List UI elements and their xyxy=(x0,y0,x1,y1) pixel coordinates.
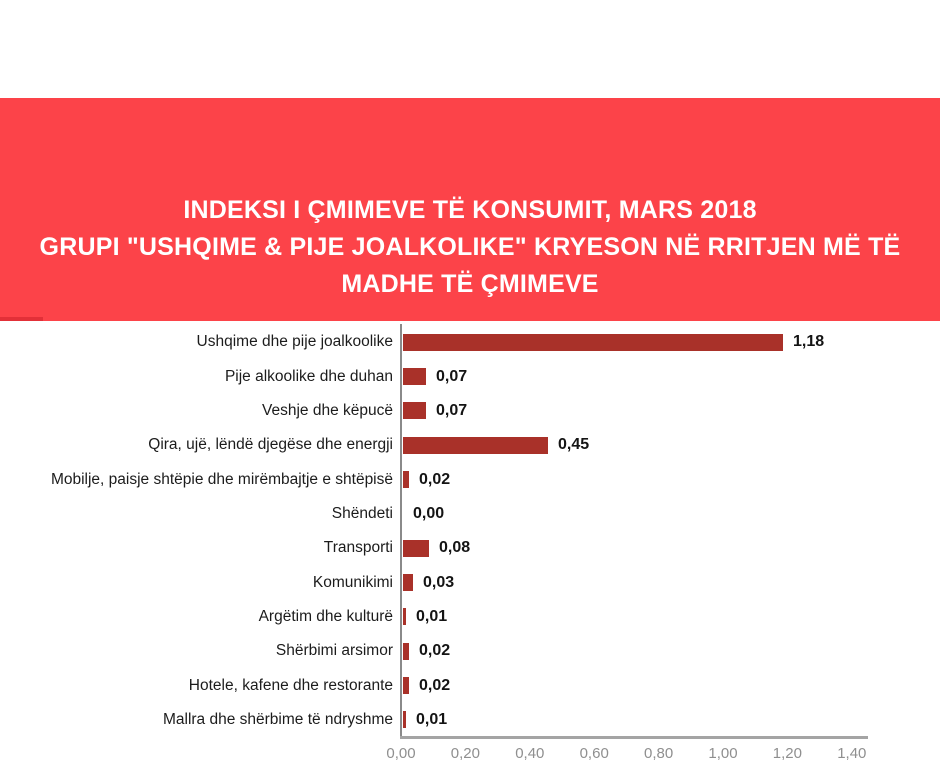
x-tick-label: 0,20 xyxy=(450,745,480,762)
bar xyxy=(403,540,429,557)
row-plot-area xyxy=(393,565,940,599)
value-label: 0,02 xyxy=(419,676,451,694)
x-tick-label: 1,20 xyxy=(772,745,802,762)
chart-row xyxy=(0,703,940,737)
chart-row xyxy=(0,531,940,565)
x-tick-label: 0,80 xyxy=(643,745,674,762)
title-banner xyxy=(0,98,940,321)
value-label: 0,08 xyxy=(439,539,471,557)
row-plot-area xyxy=(393,600,940,634)
chart-row xyxy=(0,668,940,702)
value-label: 0,45 xyxy=(558,436,590,454)
bar xyxy=(403,402,426,419)
bar xyxy=(403,677,409,694)
value-label: 0,01 xyxy=(416,607,448,625)
value-label: 0,07 xyxy=(436,367,468,385)
row-plot-area xyxy=(393,497,940,531)
row-plot-area xyxy=(393,462,940,496)
row-plot-area xyxy=(393,325,940,359)
category-label: Mobilje, paisje shtëpie dhe mirëmbajtje e shtëpisë xyxy=(50,470,393,488)
chart-row xyxy=(0,359,940,393)
bar xyxy=(403,711,406,728)
row-plot-area xyxy=(393,634,940,668)
category-label: Mallra dhe shërbime të ndryshme xyxy=(162,710,393,728)
row-plot-area xyxy=(393,668,940,702)
row-plot-area xyxy=(393,359,940,393)
bar xyxy=(403,437,548,454)
bar xyxy=(403,574,413,591)
value-label: 0,02 xyxy=(419,470,451,488)
category-label: Shëndeti xyxy=(331,504,393,522)
value-label: 0,07 xyxy=(436,401,468,419)
category-label: Ushqime dhe pije joalkoolike xyxy=(196,333,393,351)
chart-row xyxy=(0,428,940,462)
category-label: Argëtim dhe kulturë xyxy=(258,607,393,625)
x-axis-line xyxy=(400,736,868,739)
title-line-3: MADHE TË ÇMIMEVE xyxy=(341,270,599,298)
row-plot-area xyxy=(393,394,940,428)
value-label: 0,03 xyxy=(423,573,455,591)
category-label: Transporti xyxy=(323,539,393,557)
category-label: Qira, ujë, lëndë djegëse dhe energji xyxy=(148,436,393,454)
bar xyxy=(403,334,783,351)
row-plot-area xyxy=(393,428,940,462)
bar xyxy=(403,608,406,625)
category-label: Shërbimi arsimor xyxy=(275,642,393,660)
chart-row xyxy=(0,497,940,531)
chart-row xyxy=(0,634,940,668)
bar-chart xyxy=(0,321,940,762)
bar xyxy=(403,643,409,660)
chart-rows xyxy=(0,325,940,737)
x-tick-label: 0,60 xyxy=(579,745,609,762)
bar xyxy=(403,368,426,385)
bar xyxy=(403,471,409,488)
x-tick-label: 0,00 xyxy=(386,745,416,762)
category-label: Pije alkoolike dhe duhan xyxy=(224,367,393,385)
title-line-2: GRUPI "USHQIME & PIJE JOALKOLIKE" KRYESON NË RRITJEN MË TË xyxy=(39,233,901,261)
row-plot-area xyxy=(393,703,940,737)
x-tick-label: 1,00 xyxy=(708,745,738,762)
y-axis-line xyxy=(400,324,402,739)
category-label: Hotele, kafene dhe restorante xyxy=(188,676,393,694)
page-title xyxy=(0,192,940,303)
x-tick-label: 0,40 xyxy=(515,745,545,762)
chart-row xyxy=(0,394,940,428)
row-plot-area xyxy=(393,531,940,565)
title-line-1: INDEKSI I ÇMIMEVE TË KONSUMIT, MARS 2018 xyxy=(183,196,757,224)
chart-row xyxy=(0,462,940,496)
category-label: Veshje dhe këpucë xyxy=(262,401,393,419)
chart-row xyxy=(0,325,940,359)
value-label: 0,00 xyxy=(413,504,445,522)
x-tick-label: 1,40 xyxy=(837,745,867,762)
x-axis-tick-labels xyxy=(386,745,901,771)
chart-row xyxy=(0,600,940,634)
category-label: Komunikimi xyxy=(312,573,393,591)
value-label: 1,18 xyxy=(793,333,825,351)
chart-row xyxy=(0,565,940,599)
value-label: 0,01 xyxy=(416,710,448,728)
value-label: 0,02 xyxy=(419,642,451,660)
